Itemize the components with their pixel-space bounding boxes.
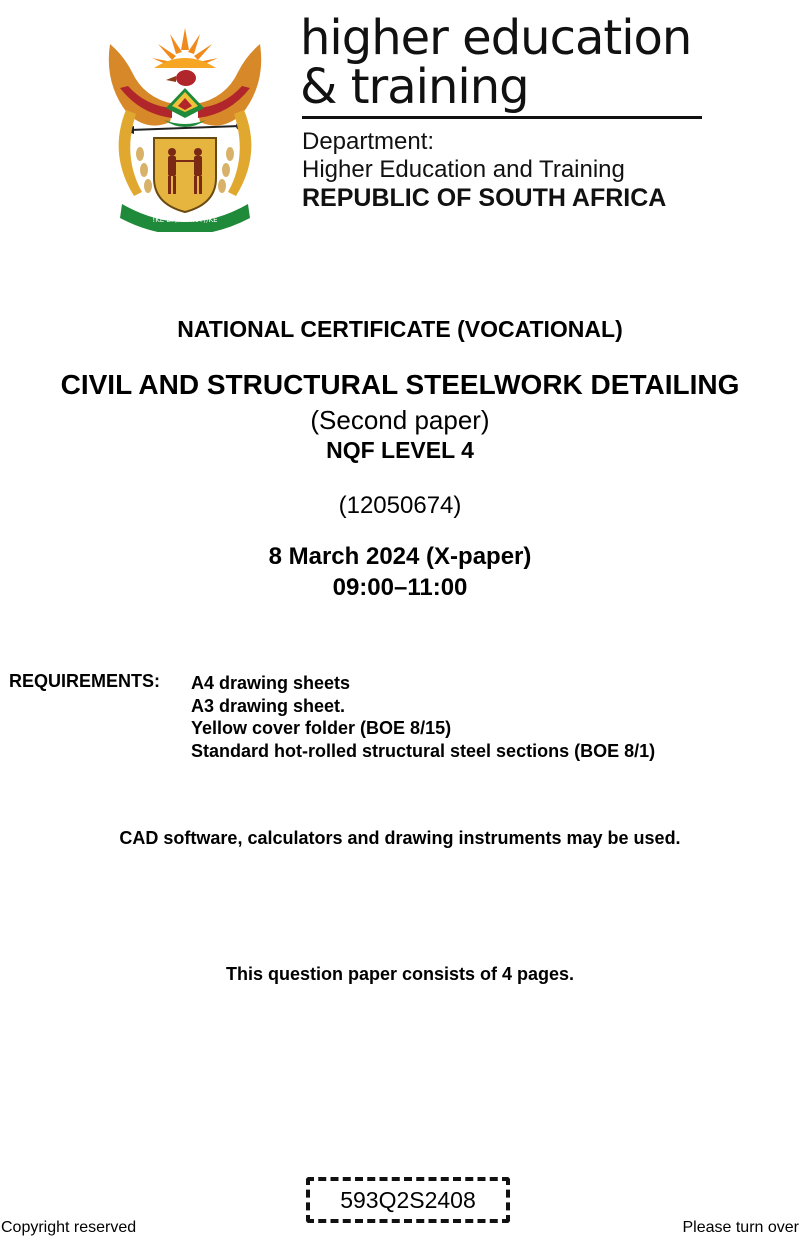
country-name: REPUBLIC OF SOUTH AFRICA	[302, 184, 667, 212]
requirement-item: A4 drawing sheets	[191, 673, 351, 693]
brand-title-line2: & training	[300, 59, 529, 115]
requirements-list	[191, 672, 655, 762]
instructions-note: CAD software, calculators and drawing instruments may be used.	[119, 828, 681, 848]
page-count-note: This question paper consists of 4 pages.	[225, 964, 575, 984]
department-label: Department:	[302, 128, 435, 155]
requirements-label: REQUIREMENTS:	[9, 671, 161, 691]
department-name: Higher Education and Training	[302, 156, 625, 183]
exam-date: 8 March 2024 (X-paper)	[268, 543, 532, 570]
subject-title: CIVIL AND STRUCTURAL STEELWORK DETAILING	[60, 369, 740, 400]
nqf-level: NQF LEVEL 4	[326, 437, 474, 463]
footer-copyright: Copyright reserved	[1, 1219, 137, 1236]
paper-number: (Second paper)	[310, 405, 490, 435]
subject-code: (12050674)	[338, 492, 462, 519]
coat-of-arms-icon	[100, 14, 270, 232]
requirement-item: A3 drawing sheet.	[191, 695, 346, 716]
certificate-title: NATIONAL CERTIFICATE (VOCATIONAL)	[177, 316, 623, 342]
paper-code-box	[306, 1177, 510, 1223]
coat-of-arms-emblem	[100, 14, 270, 232]
brand-divider	[302, 116, 702, 119]
exam-time: 09:00–11:00	[332, 574, 468, 601]
motto-text: !KE E: /XARRA //KE	[152, 216, 218, 224]
paper-code: 593Q2S2408	[340, 1186, 476, 1213]
requirement-item: Yellow cover folder (BOE 8/15)	[191, 718, 452, 738]
brand-title-line1: higher education	[300, 10, 692, 66]
footer-turn-over: Please turn over	[682, 1219, 799, 1236]
requirement-item: Standard hot-rolled structural steel sections (BOE 8/1)	[191, 740, 656, 761]
